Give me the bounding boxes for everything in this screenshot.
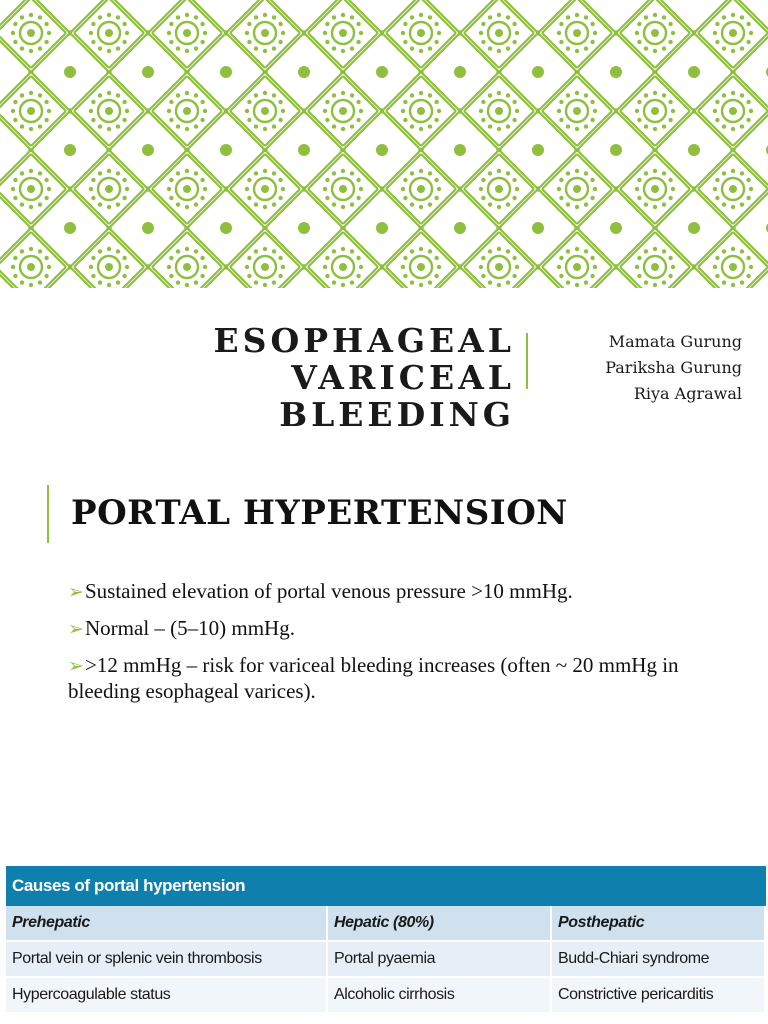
slide-heading: PORTAL HYPERTENSION (71, 493, 568, 533)
bullet-list (68, 579, 708, 715)
column-header-prehepatic: Prehepatic (6, 906, 328, 942)
heading-accent-bar (47, 485, 49, 543)
arrow-bullet-icon: ➢ (68, 619, 84, 640)
arrow-bullet-icon: ➢ (68, 656, 84, 677)
column-header-posthepatic: Posthepatic (552, 906, 766, 942)
author-name: Pariksha Gurung (605, 358, 742, 377)
table-cell: Portal vein or splenic vein thrombosis (6, 942, 328, 978)
arrow-bullet-icon: ➢ (68, 582, 84, 603)
presentation-title (20, 322, 515, 433)
author-list (605, 329, 742, 407)
bullet-text: >12 mmHg – risk for variceal bleeding increases (often ~ 20 mmHg in bleeding esophageal varices). (68, 653, 679, 703)
table-cell: Alcoholic cirrhosis (328, 978, 552, 1014)
title-line-1: ESOPHAGEAL VARICEAL (213, 321, 515, 397)
table-cell: Constrictive pericarditis (552, 978, 766, 1014)
list-item (68, 579, 708, 605)
list-item (68, 616, 708, 642)
title-divider (526, 333, 528, 389)
list-item (68, 653, 708, 704)
table-grid (6, 906, 766, 1014)
title-line-2: BLEEDING (279, 395, 515, 434)
author-name: Riya Agrawal (633, 384, 742, 403)
table-title: Causes of portal hypertension (6, 866, 766, 906)
decorative-pattern-banner (0, 0, 768, 288)
bullet-text: Normal – (5–10) mmHg. (85, 616, 295, 640)
causes-table (6, 866, 766, 1024)
bullet-text: Sustained elevation of portal venous pressure >10 mmHg. (85, 579, 573, 603)
column-header-hepatic: Hepatic (80%) (328, 906, 552, 942)
author-name: Mamata Gurung (608, 332, 742, 351)
table-cell: Budd-Chiari syndrome (552, 942, 766, 978)
table-cell: Portal pyaemia (328, 942, 552, 978)
table-cell: Hypercoagulable status (6, 978, 328, 1014)
